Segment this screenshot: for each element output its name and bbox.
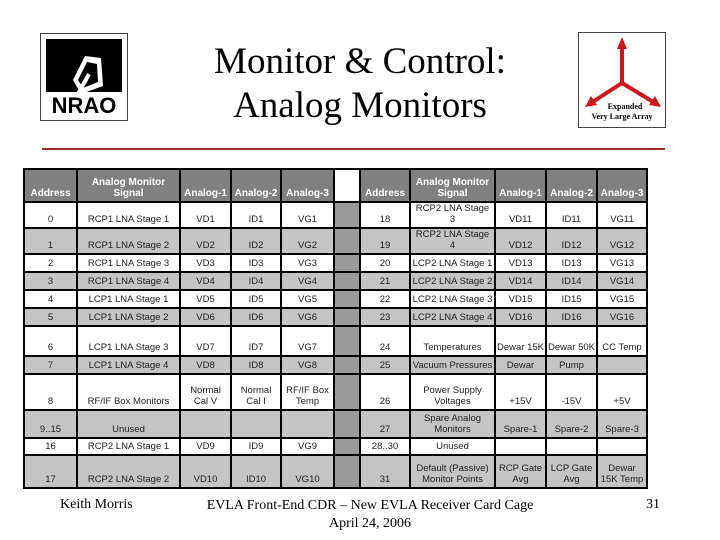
header-row (25, 170, 646, 201)
right-cell-analog-2: Spare-2 (547, 411, 596, 437)
left-cell-analog-2: ID8 (232, 357, 280, 373)
spacer-cell (335, 439, 359, 454)
table-row (25, 255, 646, 271)
left-cell-analog-2: ID10 (232, 456, 280, 487)
page-number: 31 (646, 497, 660, 512)
right-cell-analog-2: LCP Gate Avg (547, 456, 596, 487)
left-cell-analog-3: RF/IF Box Temp (282, 375, 333, 409)
right-cell-signal: Default (Passive) Monitor Points (411, 456, 494, 487)
right-cell-address: 31 (361, 456, 409, 487)
right-cell-analog-3: Spare-3 (598, 411, 646, 437)
left-cell-address: 0 (25, 203, 76, 227)
left-cell-analog-1 (181, 411, 230, 437)
right-cell-analog-1: Dewar 15K (496, 327, 545, 355)
right-cell-analog-1: Spare-1 (496, 411, 545, 437)
table-row (25, 291, 646, 307)
right-cell-signal: LCP2 LNA Stage 3 (411, 291, 494, 307)
left-cell-analog-1: VD10 (181, 456, 230, 487)
right-cell-analog-1: VD13 (496, 255, 545, 271)
left-cell-address: 8 (25, 375, 76, 409)
right-header-analog-2: Analog-2 (547, 170, 596, 201)
left-cell-analog-1: Normal Cal V (181, 375, 230, 409)
footer-title: EVLA Front-End CDR – New EVLA Receiver Card Cage (206, 498, 534, 513)
right-cell-analog-3: CC Temp (598, 327, 646, 355)
right-cell-signal: Power Supply Voltages (411, 375, 494, 409)
right-cell-analog-3: VG14 (598, 273, 646, 289)
right-cell-analog-3: VG15 (598, 291, 646, 307)
spacer-cell (335, 309, 359, 325)
table-row (25, 375, 646, 409)
right-cell-analog-2: ID13 (547, 255, 596, 271)
right-cell-analog-1: Dewar (496, 357, 545, 373)
right-cell-signal: LCP2 LNA Stage 2 (411, 273, 494, 289)
spacer-cell (335, 357, 359, 373)
table-row (25, 229, 646, 253)
left-cell-analog-3: VG4 (282, 273, 333, 289)
right-cell-address: 20 (361, 255, 409, 271)
spacer-cell (335, 375, 359, 409)
right-cell-analog-2: ID15 (547, 291, 596, 307)
left-cell-address: 2 (25, 255, 76, 271)
right-cell-address: 18 (361, 203, 409, 227)
left-cell-signal: LCP1 LNA Stage 4 (78, 357, 179, 373)
right-cell-signal: RCP2 LNA Stage 4 (411, 229, 494, 253)
right-cell-signal: LCP2 LNA Stage 1 (411, 255, 494, 271)
left-cell-analog-2: ID3 (232, 255, 280, 271)
slide-title (150, 40, 570, 128)
footer-author: Keith Morris (60, 497, 133, 512)
right-cell-analog-1: RCP Gate Avg (496, 456, 545, 487)
right-cell-signal: Vacuum Pressures (411, 357, 494, 373)
left-cell-address: 16 (25, 439, 76, 454)
right-cell-analog-3 (598, 357, 646, 373)
evla-logo-line2: Very Large Array (591, 112, 653, 121)
right-cell-analog-3: VG11 (598, 203, 646, 227)
right-header-signal: Analog Monitor Signal (411, 170, 494, 201)
right-cell-analog-2: ID11 (547, 203, 596, 227)
left-cell-signal: LCP1 LNA Stage 3 (78, 327, 179, 355)
left-cell-address: 5 (25, 309, 76, 325)
right-cell-address: 24 (361, 327, 409, 355)
left-cell-analog-2: ID4 (232, 273, 280, 289)
left-cell-analog-3: VG10 (282, 456, 333, 487)
left-cell-analog-1: VD2 (181, 229, 230, 253)
right-cell-address: 23 (361, 309, 409, 325)
right-cell-analog-2 (547, 439, 596, 454)
left-cell-analog-2 (232, 411, 280, 437)
right-cell-analog-2: Dewar 50K (547, 327, 596, 355)
left-cell-analog-2: ID5 (232, 291, 280, 307)
left-cell-signal: LCP1 LNA Stage 2 (78, 309, 179, 325)
right-header-analog-1: Analog-1 (496, 170, 545, 201)
left-cell-analog-3: VG7 (282, 327, 333, 355)
left-cell-analog-1: VD1 (181, 203, 230, 227)
right-cell-analog-3: VG13 (598, 255, 646, 271)
spacer-cell (335, 411, 359, 437)
left-cell-signal: RCP2 LNA Stage 2 (78, 456, 179, 487)
left-cell-signal: RCP1 LNA Stage 1 (78, 203, 179, 227)
left-header-address: Address (25, 170, 76, 201)
spacer-cell (335, 456, 359, 487)
right-cell-address: 26 (361, 375, 409, 409)
right-cell-analog-2: ID12 (547, 229, 596, 253)
spacer-cell (335, 327, 359, 355)
right-cell-analog-1: +15V (496, 375, 545, 409)
table-row (25, 456, 646, 487)
evla-logo-line1: Expanded (607, 102, 643, 111)
title-line-1: Monitor & Control: (214, 41, 506, 82)
right-cell-signal: Temperatures (411, 327, 494, 355)
table-row (25, 327, 646, 355)
right-cell-address: 22 (361, 291, 409, 307)
evla-logo (578, 32, 666, 128)
right-cell-analog-1: VD12 (496, 229, 545, 253)
title-divider (42, 148, 665, 150)
left-cell-analog-2: ID2 (232, 229, 280, 253)
right-cell-analog-2: -15V (547, 375, 596, 409)
left-cell-address: 3 (25, 273, 76, 289)
left-cell-analog-1: VD5 (181, 291, 230, 307)
right-cell-analog-1: VD14 (496, 273, 545, 289)
table-row (25, 439, 646, 454)
right-cell-signal: Spare Analog Monitors (411, 411, 494, 437)
left-cell-analog-3: VG3 (282, 255, 333, 271)
right-cell-analog-3: VG12 (598, 229, 646, 253)
right-cell-analog-2: Pump (547, 357, 596, 373)
left-cell-analog-3: VG6 (282, 309, 333, 325)
spacer-cell (335, 170, 359, 201)
left-cell-analog-3: VG1 (282, 203, 333, 227)
table-row (25, 273, 646, 289)
left-cell-analog-2: ID7 (232, 327, 280, 355)
right-header-analog-3: Analog-3 (598, 170, 646, 201)
right-cell-analog-3 (598, 439, 646, 454)
left-cell-signal: LCP1 LNA Stage 1 (78, 291, 179, 307)
right-cell-signal: LCP2 LNA Stage 4 (411, 309, 494, 325)
right-cell-signal: Unused (411, 439, 494, 454)
left-cell-signal: RCP1 LNA Stage 4 (78, 273, 179, 289)
right-cell-address: 19 (361, 229, 409, 253)
left-cell-analog-2: ID6 (232, 309, 280, 325)
right-cell-analog-2: ID16 (547, 309, 596, 325)
right-cell-analog-3: VG16 (598, 309, 646, 325)
footer-date: April 24, 2006 (328, 516, 412, 531)
right-cell-address: 28..30 (361, 439, 409, 454)
footer-center (180, 497, 560, 533)
right-cell-address: 25 (361, 357, 409, 373)
left-cell-analog-2: Normal Cal I (232, 375, 280, 409)
left-cell-analog-1: VD3 (181, 255, 230, 271)
analog-monitor-table (23, 168, 648, 489)
left-cell-analog-3: VG2 (282, 229, 333, 253)
right-cell-analog-1: VD15 (496, 291, 545, 307)
left-cell-analog-2: ID1 (232, 203, 280, 227)
left-cell-analog-3: VG9 (282, 439, 333, 454)
spacer-cell (335, 273, 359, 289)
left-cell-signal: RCP1 LNA Stage 3 (78, 255, 179, 271)
table-row (25, 203, 646, 227)
left-cell-signal: RCP2 LNA Stage 1 (78, 439, 179, 454)
spacer-cell (335, 229, 359, 253)
right-cell-address: 21 (361, 273, 409, 289)
spacer-cell (335, 203, 359, 227)
left-cell-address: 9..15 (25, 411, 76, 437)
right-cell-analog-1 (496, 439, 545, 454)
left-cell-analog-1: VD7 (181, 327, 230, 355)
nrao-logo-text: NRAO (51, 93, 117, 118)
left-cell-analog-1: VD4 (181, 273, 230, 289)
title-line-2: Analog Monitors (233, 85, 487, 126)
spacer-cell (335, 255, 359, 271)
right-cell-analog-1: VD11 (496, 203, 545, 227)
right-cell-signal: RCP2 LNA Stage 3 (411, 203, 494, 227)
left-cell-signal: RF/IF Box Monitors (78, 375, 179, 409)
left-cell-analog-2: ID9 (232, 439, 280, 454)
left-header-analog-2: Analog-2 (232, 170, 280, 201)
left-cell-analog-1: VD9 (181, 439, 230, 454)
right-cell-analog-1: VD16 (496, 309, 545, 325)
left-header-analog-1: Analog-1 (181, 170, 230, 201)
left-cell-analog-3: VG8 (282, 357, 333, 373)
left-cell-signal: RCP1 LNA Stage 2 (78, 229, 179, 253)
table-row (25, 357, 646, 373)
left-cell-address: 7 (25, 357, 76, 373)
left-cell-address: 6 (25, 327, 76, 355)
spacer-cell (335, 291, 359, 307)
right-cell-analog-2: ID14 (547, 273, 596, 289)
nrao-logo (40, 33, 128, 121)
right-cell-analog-3: Dewar 15K Temp (598, 456, 646, 487)
table-row (25, 309, 646, 325)
left-cell-signal: Unused (78, 411, 179, 437)
left-cell-address: 1 (25, 229, 76, 253)
right-header-address: Address (361, 170, 409, 201)
left-cell-analog-3: VG5 (282, 291, 333, 307)
right-cell-analog-3: +5V (598, 375, 646, 409)
table-row (25, 411, 646, 437)
left-cell-analog-1: VD6 (181, 309, 230, 325)
left-cell-analog-3 (282, 411, 333, 437)
left-cell-address: 17 (25, 456, 76, 487)
left-cell-address: 4 (25, 291, 76, 307)
left-header-signal: Analog Monitor Signal (78, 170, 179, 201)
left-cell-analog-1: VD8 (181, 357, 230, 373)
right-cell-address: 27 (361, 411, 409, 437)
left-header-analog-3: Analog-3 (282, 170, 333, 201)
